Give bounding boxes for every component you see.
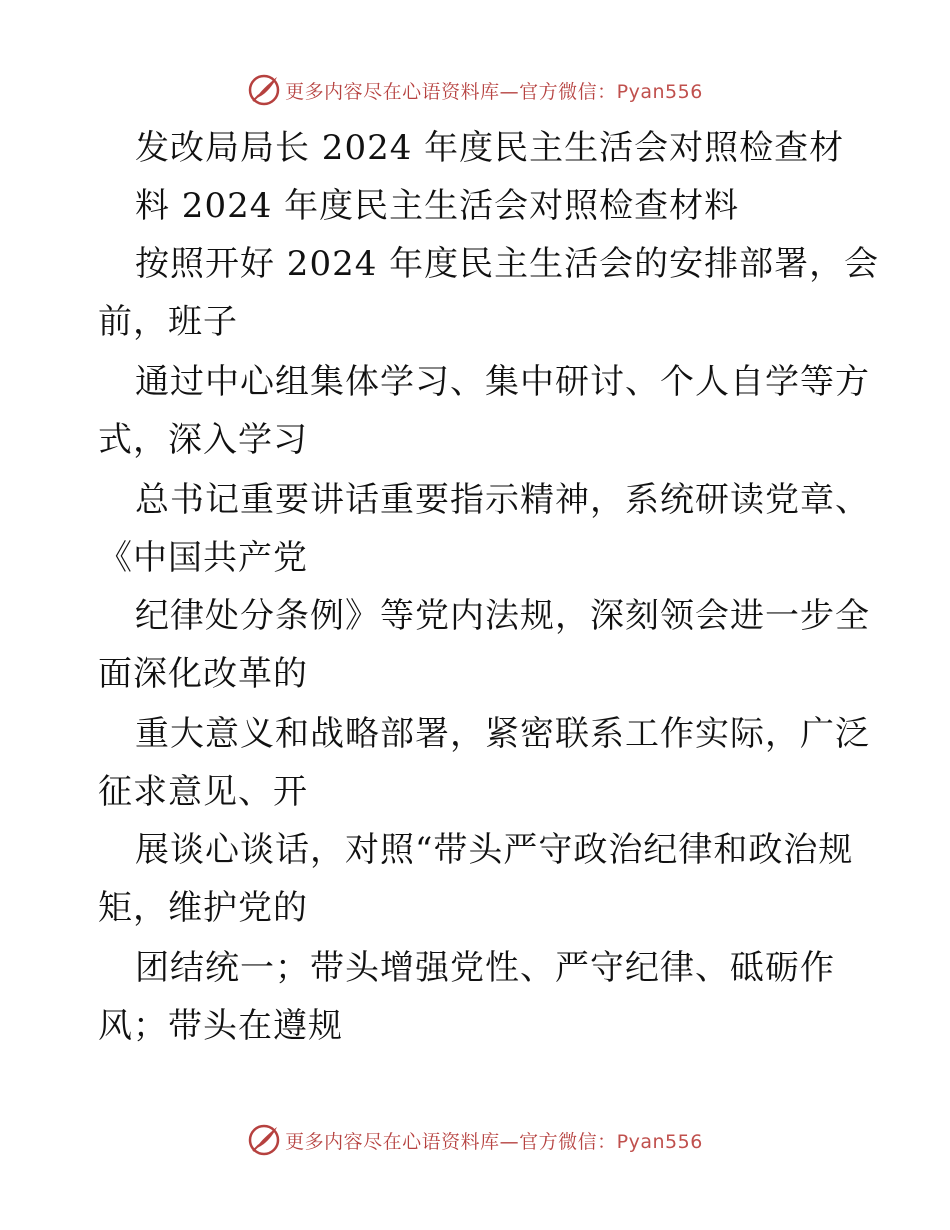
header-banner <box>0 70 950 110</box>
text-line: 重大意义和战略部署，紧密联系工作实际，广泛 <box>135 714 870 754</box>
text-line: 通过中心组集体学习、集中研讨、个人自学等方 <box>135 362 870 402</box>
text-line: 征求意见、开 <box>98 772 308 812</box>
text-line: 发改局局长 2024 年度民主生活会对照检查材 <box>135 128 845 168</box>
text-line: 团结统一；带头增强党性、严守纪律、砥砺作 <box>135 948 835 988</box>
text-line: 料 2024 年度民主生活会对照检查材料 <box>135 186 740 226</box>
text-line: 面深化改革的 <box>98 654 308 694</box>
text-line: 矩，维护党的 <box>98 888 308 928</box>
text-line: 《中国共产党 <box>98 538 308 578</box>
text-line: 风；带头在遵规 <box>98 1006 343 1046</box>
banner-contact: Pyan556 <box>616 80 703 103</box>
banner-text: 更多内容尽在心语资料库—官方微信：Pyan556 <box>285 80 703 103</box>
text-line: 纪律处分条例》等党内法规，深刻领会进一步全 <box>135 596 870 636</box>
text-line: 展谈心谈话，对照“带头严守政治纪律和政治规 <box>135 830 854 870</box>
text-line: 总书记重要讲话重要指示精神，系统研读党章、 <box>135 480 870 520</box>
quill-logo-icon <box>247 73 281 107</box>
banner-contact: Pyan556 <box>616 1130 703 1153</box>
quill-logo-icon <box>247 1123 281 1157</box>
text-line: 按照开好 2024 年度民主生活会的安排部署，会 <box>135 244 880 284</box>
text-line: 前，班子 <box>98 302 238 342</box>
footer-banner <box>0 1120 950 1160</box>
banner-text: 更多内容尽在心语资料库—官方微信：Pyan556 <box>285 1130 703 1153</box>
text-line: 式，深入学习 <box>98 420 308 460</box>
